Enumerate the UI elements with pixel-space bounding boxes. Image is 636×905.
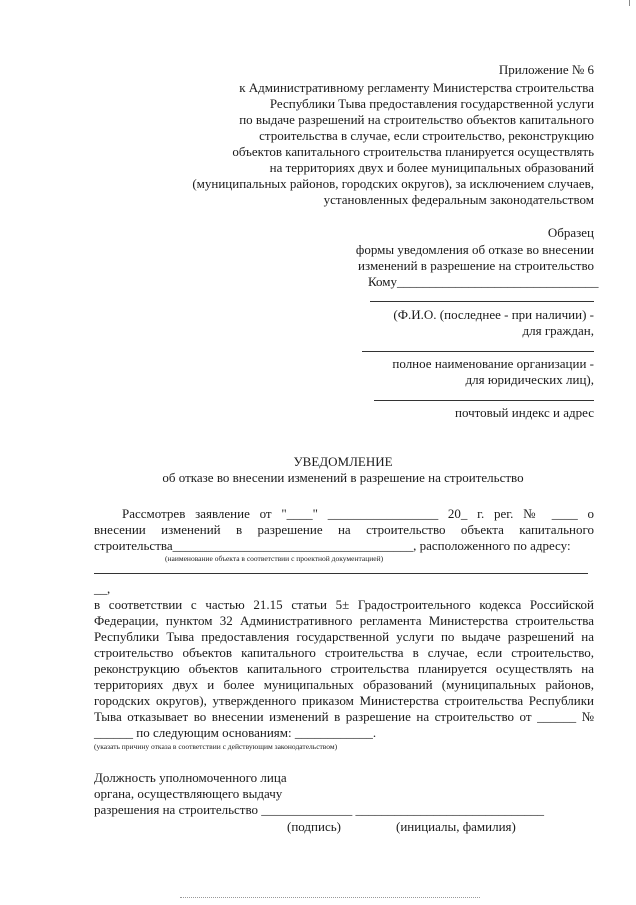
appendix-title: Приложение № 6: [498, 62, 594, 77]
signature-line: разрешения на строительство ______________ _____________________________: [94, 802, 545, 817]
sample-line: формы уведомления об отказе во внесении: [355, 242, 594, 257]
body-text: городских округов), утвержденного приказом Министерства строительства Республики: [94, 693, 594, 708]
scan-mark: [629, 0, 630, 6]
fio-hint: для граждан,: [522, 323, 594, 338]
body-text: внесении изменений в разрешение на строительство объекта капитального: [94, 522, 594, 537]
body-text: Тыва отказывает во внесении изменений в разрешение на строительство от ______ №: [94, 709, 594, 724]
signature-label: (подпись): [287, 819, 341, 834]
appendix-line: по выдаче разрешений на строительство объектов капитального: [239, 112, 594, 127]
address-rule: [94, 573, 588, 574]
recipient-to: Кому_______________________________: [368, 274, 599, 289]
appendix-line: объектов капитального строительства планируется осуществлять: [232, 144, 594, 159]
signature-position: органа, осуществляющего выдачу: [94, 786, 283, 801]
name-label: (инициалы, фамилия): [396, 819, 516, 834]
signature-position: Должность уполномоченного лица: [94, 770, 287, 785]
fio-hint: (Ф.И.О. (последнее - при наличии) -: [393, 307, 594, 322]
reason-hint: (указать причину отказа в соответствии с действующим законодательством): [94, 742, 338, 751]
object-hint: (наименование объекта в соответствии с проектной документацией): [165, 554, 384, 563]
org-hint: полное наименование организации -: [392, 356, 594, 371]
appendix-line: к Административному регламенту Министерства строительства: [239, 80, 594, 95]
org-hint: для юридических лиц),: [465, 372, 594, 387]
appendix-line: (муниципальных районов, городских округов), за исключением случаев,: [192, 176, 594, 191]
appendix-line: на территориях двух и более муниципальных образований: [269, 160, 594, 175]
sample-label: Образец: [547, 225, 594, 240]
body-text: строительство объектов капитального строительства в случае, если строительство,: [94, 645, 594, 660]
recipient-org-rule: [362, 351, 594, 352]
body-text: Рассмотрев заявление от "____" _________________ 20_ г. рег. № ____ о: [122, 506, 594, 521]
body-text: Федерации, пунктом 32 Административного регламента Министерства строительства: [94, 613, 594, 628]
body-text: Республики Тыва предоставления государственной услуги по выдаче разрешений на: [94, 629, 594, 644]
sample-line: изменений в разрешение на строительство: [358, 258, 594, 273]
body-text: __,: [94, 581, 111, 596]
appendix-line: установленных федеральным законодательством: [323, 192, 594, 207]
appendix-line: Республики Тыва предоставления государственной услуги: [269, 96, 594, 111]
body-text: ______ по следующим основаниям: ____________.: [94, 725, 377, 740]
address-hint: почтовый индекс и адрес: [454, 405, 594, 420]
appendix-line: строительства в случае, если строительство, реконструкцию: [259, 128, 594, 143]
body-text: в соответствии с частью 21.15 статьи 5± Градостроительного кодекса Российской: [94, 597, 594, 612]
recipient-address-rule: [374, 400, 594, 401]
recipient-name-rule: [370, 301, 594, 302]
page-bottom-rule: [180, 897, 480, 898]
body-text: реконструкцию объектов капитального строительства планируется осуществлять на: [94, 661, 594, 676]
notice-title: УВЕДОМЛЕНИЕ: [293, 454, 393, 469]
notice-subtitle: об отказе во внесении изменений в разрешение на строительство: [162, 470, 524, 485]
body-text: территориях двух и более муниципальных образований (муниципальных районов,: [94, 677, 594, 692]
body-text: строительства_____________________________________, расположенного по адресу:: [94, 538, 571, 553]
